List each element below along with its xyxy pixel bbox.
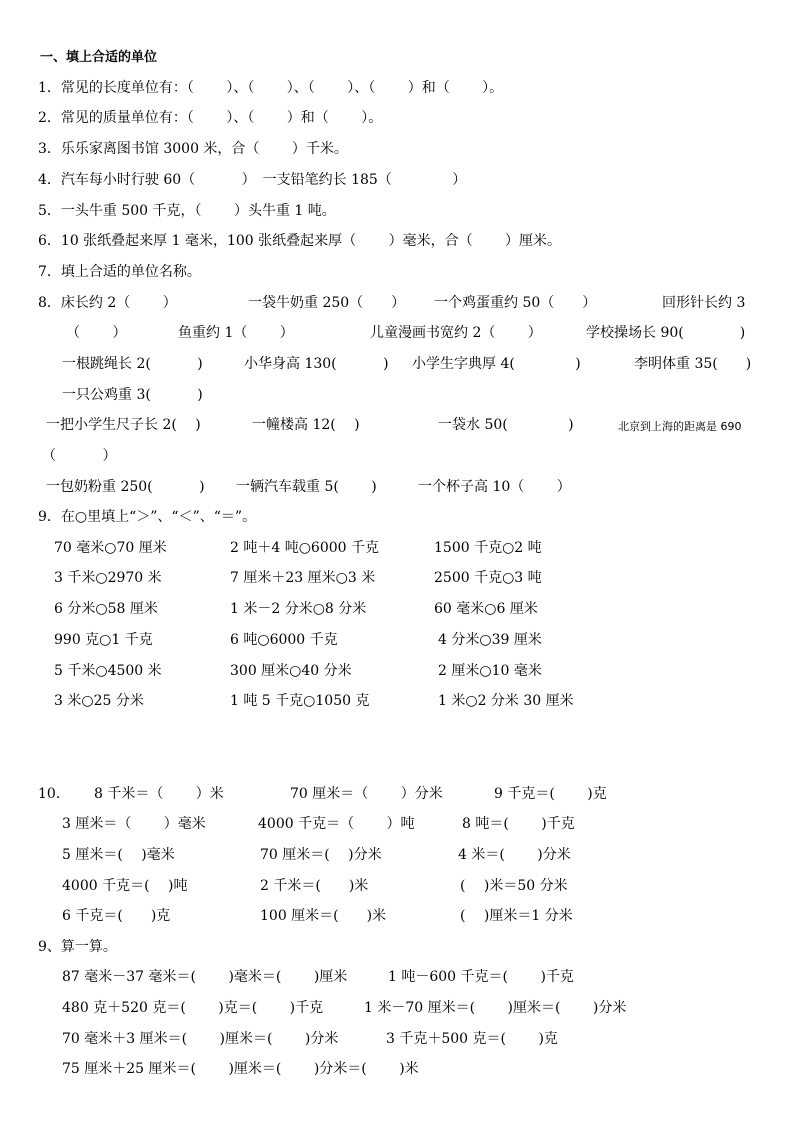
- compare-item: 4 分米○39 厘米: [438, 632, 542, 648]
- calc-item: 480 克＋520 克＝( )克＝( )千克: [62, 1000, 324, 1016]
- q8-item: 一只公鸡重 3( ): [62, 387, 203, 403]
- calc-item: 1 米－70 厘米＝( )厘米＝( )分米: [364, 1000, 627, 1016]
- q8-item: 一根跳绳长 2( ): [62, 356, 203, 372]
- calc-section-title: 9、算一算。: [38, 939, 117, 955]
- question-6: 6．10 张纸叠起来厚 1 毫米，100 张纸叠起来厚（ ）毫米，合（ ）厘米。: [38, 233, 562, 249]
- section-9-title: 9．在○里填上“＞”、“＜”、“＝”。: [38, 509, 257, 525]
- compare-item: 7 厘米＋23 厘米○3 米: [230, 570, 376, 586]
- compare-item: 6 分米○58 厘米: [54, 601, 158, 617]
- convert-item: 2 千米＝( )米: [260, 878, 369, 894]
- question-4: 4．汽车每小时行驶 60（ ） 一支铅笔约长 185（ ）: [38, 172, 467, 188]
- section-10-number: 10.: [38, 786, 61, 802]
- q8-item: 一包奶粉重 250( ): [46, 479, 205, 495]
- q8-item: 儿童漫画书宽约 2（ ）: [370, 325, 542, 341]
- convert-item: 9 千克＝( )克: [494, 786, 607, 802]
- convert-item: 4000 千克＝( )吨: [62, 878, 188, 894]
- q8-item: 北京到上海的距离是 690: [618, 420, 742, 433]
- convert-item: 8 千米＝（ ）米: [94, 786, 224, 802]
- q8-item: 一个杯子高 10（ ）: [418, 479, 571, 495]
- q8-item: 回形针长约 3: [662, 295, 746, 311]
- q8-item: 一辆汽车载重 5( ): [236, 479, 377, 495]
- question-1: 1．常见的长度单位有：（ ）、（ ）、（ ）、（ ）和（ ）。: [38, 80, 504, 96]
- convert-item: 8 吨＝( )千克: [462, 816, 575, 832]
- q8-item: 一袋水 50( ): [438, 417, 574, 433]
- compare-item: 990 克○1 千克: [54, 632, 153, 648]
- compare-item: 1 米○2 分米 30 厘米: [438, 693, 574, 709]
- compare-item: 2 厘米○10 毫米: [438, 663, 542, 679]
- convert-item: 4 米＝( )分米: [458, 847, 571, 863]
- compare-item: 3 千米○2970 米: [54, 570, 162, 586]
- q8-item: 8．床长约 2（ ）: [38, 295, 177, 311]
- compare-item: 70 毫米○70 厘米: [54, 540, 167, 556]
- convert-item: 3 厘米＝（ ）毫米: [62, 816, 206, 832]
- q8-item: 小学生字典厚 4( ): [412, 356, 581, 372]
- convert-item: 100 厘米＝( )米: [260, 908, 387, 924]
- calc-item: 75 厘米＋25 厘米＝( )厘米＝( )分米＝( )米: [62, 1061, 419, 1077]
- compare-item: 3 米○25 分米: [54, 693, 144, 709]
- compare-item: 2 吨＋4 吨○6000 千克: [230, 540, 380, 556]
- compare-item: 300 厘米○40 分米: [230, 663, 352, 679]
- convert-item: 4000 千克＝（ ）吨: [258, 816, 415, 832]
- compare-item: 5 千米○4500 米: [54, 663, 162, 679]
- q8-item: 鱼重约 1（ ）: [178, 325, 294, 341]
- question-7: 7．填上合适的单位名称。: [38, 264, 201, 280]
- calc-item: 3 千克＋500 克＝( )克: [386, 1031, 558, 1047]
- question-3: 3．乐乐家离图书馆 3000 米，合（ ）千米。: [38, 141, 348, 157]
- q8-item: （ ）: [66, 325, 127, 341]
- calc-item: 87 毫米－37 毫米＝( )毫米＝( )厘米: [62, 969, 348, 985]
- q8-item: 一个鸡蛋重约 50（ ）: [434, 295, 597, 311]
- compare-item: 6 吨○6000 千克: [230, 632, 338, 648]
- convert-item: 70 厘米＝（ ）分米: [290, 786, 443, 802]
- q8-item: （ ）: [42, 448, 117, 464]
- convert-item: ( )厘米＝1 分米: [460, 908, 573, 924]
- q8-item: 一幢楼高 12( ): [252, 417, 360, 433]
- compare-item: 1500 千克○2 吨: [434, 540, 542, 556]
- convert-item: 70 厘米＝( )分米: [260, 847, 382, 863]
- q8-item: 李明体重 35( ): [634, 356, 752, 372]
- question-5: 5．一头牛重 500 千克，（ ）头牛重 1 吨。: [38, 203, 336, 219]
- convert-item: ( )米＝50 分米: [460, 878, 568, 894]
- q8-item: 小华身高 130( ): [244, 356, 389, 372]
- q8-item: 学校操场长 90( ): [586, 325, 746, 341]
- q8-item: 一袋牛奶重 250（ ）: [248, 295, 406, 311]
- question-2: 2．常见的质量单位有：（ ）、（ ）和（ ）。: [38, 110, 383, 126]
- calc-item: 1 吨－600 千克＝( )千克: [388, 969, 574, 985]
- compare-item: 1 吨 5 千克○1050 克: [230, 693, 370, 709]
- convert-item: 6 千克＝( )克: [62, 908, 171, 924]
- compare-item: 1 米－2 分米○8 分米: [230, 601, 367, 617]
- convert-item: 5 厘米＝( )毫米: [62, 847, 175, 863]
- q8-item: 一把小学生尺子长 2( ): [46, 417, 201, 433]
- compare-item: 2500 千克○3 吨: [434, 570, 542, 586]
- compare-item: 60 毫米○6 厘米: [434, 601, 538, 617]
- calc-item: 70 毫米＋3 厘米＝( )厘米＝( )分米: [62, 1031, 339, 1047]
- section-1-title: 一、填上合适的单位: [40, 50, 158, 65]
